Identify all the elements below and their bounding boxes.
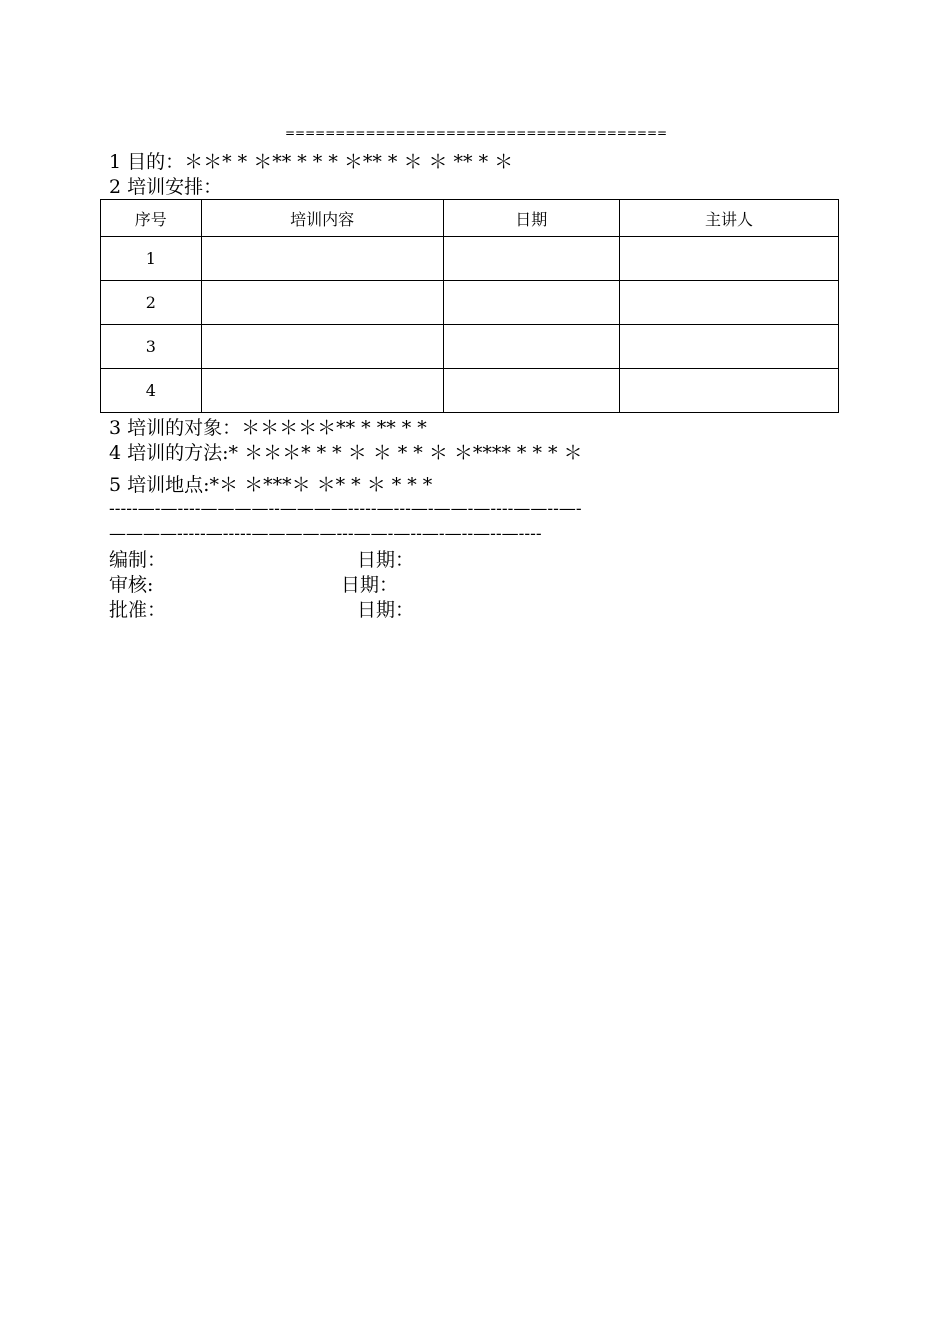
table-cell-serial: 1 [101,237,202,281]
item-training-audience-value: ＊＊＊＊＊** * ** * * [241,417,427,439]
item-training-audience-label: 3 培训的对象： [109,417,242,439]
table-cell-content [201,237,443,281]
table-cell-speaker [619,237,838,281]
header-training-content: 培训内容 [201,200,443,237]
table-cell-content [201,281,443,325]
dash-divider-line-2: ————-----—-----—————---——-—--—-—--—--—---- [109,524,542,544]
item-training-audience [109,416,427,440]
item-purpose-value: ＊＊* * ＊** * * * ＊** * ＊ ＊ ** * ＊ [184,151,514,173]
item-training-arrangement-label: 2 培训安排： [109,176,223,198]
reviewed-by-label: 审核: [109,574,154,596]
table-cell-serial: 3 [101,325,202,369]
header-speaker: 主讲人 [619,200,838,237]
table-cell-serial: 4 [101,369,202,413]
item-training-method [109,441,583,465]
table-cell-speaker [619,281,838,325]
table-cell-date [443,281,619,325]
table-header-row [101,200,839,237]
table-cell-content [201,369,443,413]
training-schedule-table [100,199,839,413]
prepared-date-label: 日期： [357,549,415,571]
table-row [101,325,839,369]
item-training-method-label: 4 培训的方法: [109,442,229,464]
item-training-method-value: * ＊＊＊* * * ＊ ＊ * * ＊ ＊**** * * * ＊ [228,442,583,464]
table-row [101,237,839,281]
table-cell-date [443,237,619,281]
header-serial-number: 序号 [101,200,202,237]
table-cell-speaker [619,325,838,369]
top-rule-line: ====================================== [285,126,668,140]
item-training-location [109,473,432,497]
reviewed-date-label: 日期： [341,574,399,596]
table-cell-date [443,369,619,413]
table-cell-date [443,325,619,369]
approved-date-label: 日期： [357,599,415,621]
header-date: 日期 [443,200,619,237]
approved-by-label: 批准： [109,599,167,621]
item-training-arrangement [109,175,222,199]
item-purpose-label: 1 目的： [109,151,185,173]
dash-divider-line-1: -----—-—----————--————-----—---—-——-—----——--—- [109,499,582,519]
item-purpose [109,150,513,174]
table-cell-content [201,325,443,369]
table-cell-speaker [619,369,838,413]
table-row [101,369,839,413]
item-training-location-label: 5 培训地点: [109,474,210,496]
table-row [101,281,839,325]
table-cell-serial: 2 [101,281,202,325]
item-training-location-value: *＊ ＊***＊ ＊* * ＊ * * * [209,474,433,496]
prepared-by-label: 编制： [109,549,167,571]
